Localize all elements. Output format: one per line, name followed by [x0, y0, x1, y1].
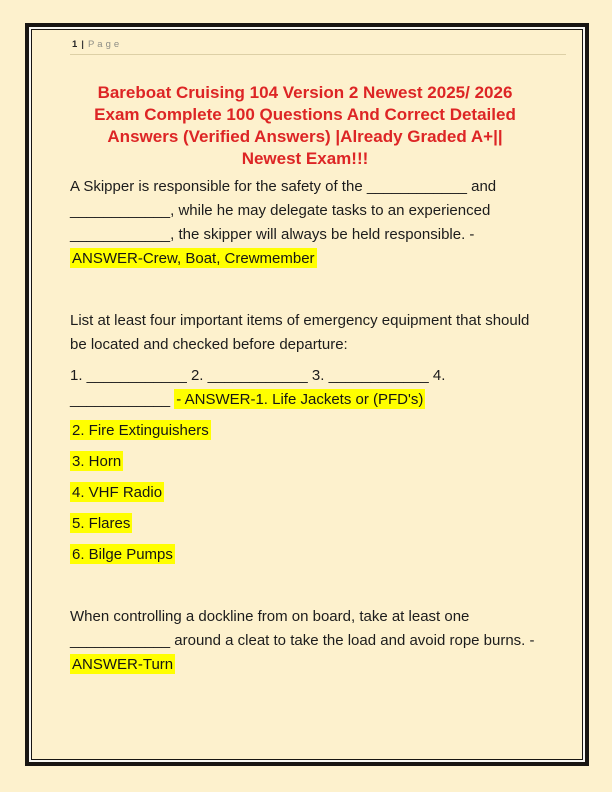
paragraph: [70, 419, 540, 443]
highlighted-answer: 2. Fire Extinguishers: [72, 422, 209, 439]
highlighted-answer: ANSWER-Turn: [72, 656, 174, 673]
highlighted-answer: 3. Horn: [72, 453, 122, 470]
page-label: Page: [87, 39, 123, 50]
document-page: [31, 29, 583, 760]
page-number-separator: |: [81, 39, 84, 50]
document-body: [70, 175, 540, 677]
question-text: When controlling a dockline from on board, take at least one ____________ around a cleat to take the load and avoid rope burns. -: [70, 608, 535, 649]
paragraph: [70, 481, 540, 505]
question-text: 1. ____________ 2. ____________ 3. ____________ 4. ____________: [70, 367, 446, 408]
title-line: Answers (Verified Answers) |Already Graded A+||: [107, 127, 503, 146]
highlighted-answer: 5. Flares: [72, 515, 131, 532]
document-title: [70, 82, 540, 170]
question-text: A Skipper is responsible for the safety of the ____________ and ____________, while he may delegate tasks to an experienced ____________, the skipper will always be held responsible. -: [70, 178, 497, 243]
blank-line: [70, 278, 540, 302]
highlighted-answer: 4. VHF Radio: [72, 484, 163, 501]
title-line: Bareboat Cruising 104 Version 2 Newest 2025/ 2026: [97, 83, 513, 102]
paragraph: [70, 543, 540, 567]
title-line: Exam Complete 100 Questions And Correct Detailed: [94, 105, 516, 124]
paragraph: [70, 364, 540, 412]
paragraph: [70, 309, 540, 357]
highlighted-answer: 6. Bilge Pumps: [72, 546, 173, 563]
highlighted-answer: ANSWER-Crew, Boat, Crewmember: [72, 250, 315, 267]
page-header: [70, 30, 566, 55]
highlighted-answer: - ANSWER-1. Life Jackets or (PFD's): [176, 391, 424, 408]
paragraph: [70, 605, 540, 677]
title-line: Newest Exam!!!: [241, 149, 369, 168]
page-number: 1: [72, 39, 78, 50]
question-text: List at least four important items of emergency equipment that should be located and checked before departure:: [70, 312, 530, 353]
paragraph: [70, 450, 540, 474]
blank-line: [70, 574, 540, 598]
paragraph: [70, 512, 540, 536]
paragraph: [70, 175, 540, 271]
